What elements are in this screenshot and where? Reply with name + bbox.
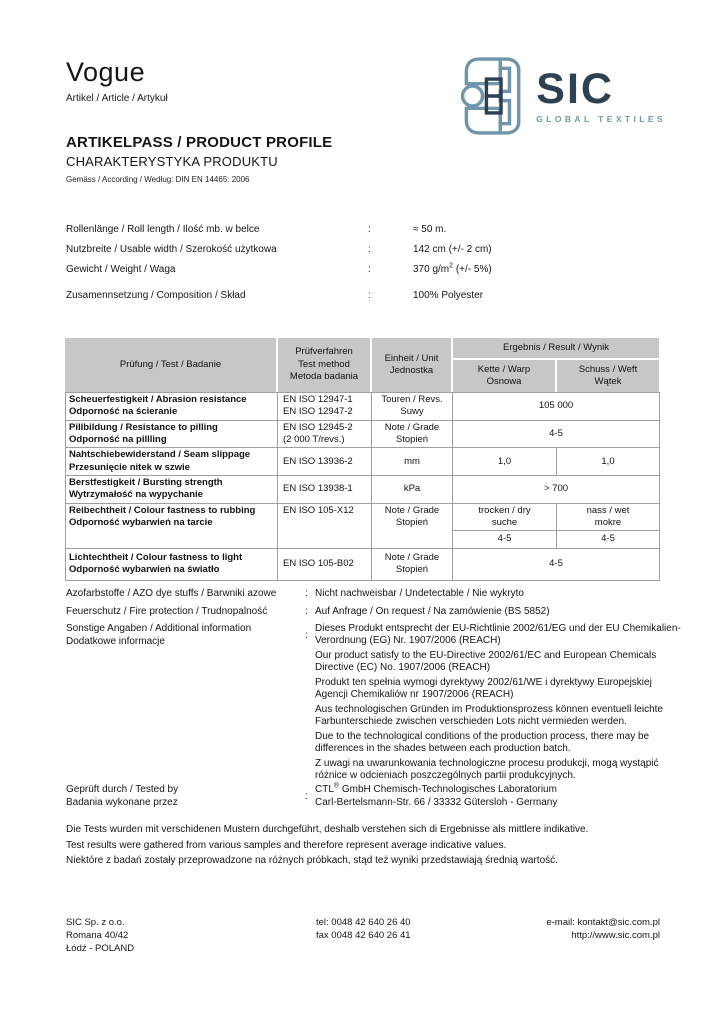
test-method-cell: EN ISO 105-X12 bbox=[278, 503, 372, 548]
result-cell: 4-5 bbox=[453, 420, 660, 448]
spec-value: 100% Polyester bbox=[413, 290, 484, 301]
unit-cell: kPa bbox=[372, 476, 453, 504]
info-paragraph: Produkt ten spełnia wymogi dyrektywy 2002/61/WE i dyrektywy Europejskiej Agencji Chemikaliów nr 1907/2006 (REACH) bbox=[315, 677, 652, 700]
test-name-cell: Scheuerfestigkeit / Abrasion resistance Odporność na ścieranie bbox=[66, 393, 278, 421]
test-method-cell: EN ISO 105-B02 bbox=[278, 548, 372, 580]
spec-list bbox=[66, 224, 660, 310]
spec-value: ≈ 50 m. bbox=[413, 224, 447, 235]
note-line: Die Tests wurden mit verschidenen Mustern durchgeführt, deshalb verstehen sich di Ergebnisse als mittlere indikative. bbox=[66, 824, 589, 835]
footer bbox=[66, 916, 660, 955]
tested-by-section bbox=[66, 784, 666, 814]
document-title-block bbox=[66, 134, 332, 184]
colon: : bbox=[368, 290, 371, 301]
colon: : bbox=[305, 630, 308, 641]
product-name: Vogue bbox=[66, 57, 146, 87]
test-name-cell: Nahtschiebewiderstand / Seam slippage Przesunięcie nitek w szwie bbox=[66, 448, 278, 476]
detail-fire bbox=[66, 606, 666, 619]
table-row-light-fastness bbox=[66, 548, 660, 580]
spec-label: Rollenlänge / Roll length / Ilość mb. w belce bbox=[66, 224, 260, 235]
colon: : bbox=[368, 224, 371, 235]
detail-value: CTL® GmbH Chemisch-Technologisches Laboratorium Carl-Bertelsmann-Str. 66 / 33332 Gütersloh - Germany bbox=[315, 782, 558, 808]
spec-label: Zusamennsetzung / Composition / Skład bbox=[66, 290, 246, 301]
warp-result-cell: trocken / dry suche 4-5 bbox=[453, 503, 557, 548]
weft-result-cell: 1,0 bbox=[557, 448, 660, 476]
results-table-body bbox=[65, 392, 660, 581]
info-paragraph: Our product satisfy to the EU-Directive 2002/61/EC and European Chemicals Directive (EC) No. 1907/2006 (REACH) bbox=[315, 650, 657, 673]
spec-label: Nutzbreite / Usable width / Szerokość użytkowa bbox=[66, 244, 277, 255]
table-row-pilling bbox=[66, 420, 660, 448]
col-warp: Kette / Warp Osnowa bbox=[452, 359, 556, 392]
spec-usable-width bbox=[66, 244, 660, 264]
info-paragraph: Aus technologischen Gründen im Produktionsprozess können eventuell leichte Farbunterschiede zwischen verschieden Lots nicht vermieden werden. bbox=[315, 704, 663, 727]
spec-value: 142 cm (+/- 2 cm) bbox=[413, 244, 492, 255]
colon: : bbox=[305, 588, 308, 599]
col-unit: Einheit / Unit Jednostka bbox=[371, 338, 452, 392]
footer-phone: tel: 0048 42 640 26 40 fax 0048 42 640 26 41 bbox=[316, 917, 411, 941]
disclaimer-notes bbox=[66, 824, 686, 871]
colon: : bbox=[368, 264, 371, 275]
page-title: ARTIKELPASS / PRODUCT PROFILE bbox=[66, 134, 333, 151]
unit-cell: Note / Grade Stopień bbox=[372, 548, 453, 580]
detail-additional-info bbox=[66, 623, 681, 785]
test-name-cell: Pillbildung / Resistance to pilling Odporność na pillling bbox=[66, 420, 278, 448]
col-test: Prüfung / Test / Badanie bbox=[65, 338, 277, 392]
company-logo bbox=[459, 56, 666, 136]
standard-note: Gemäss / According / Według: DIN EN 14465: 2006 bbox=[66, 175, 250, 184]
note-line: Niektóre z badań zostały przeprowadzone na różnych próbkach, stąd też wyniki przedstawiają średnią wartość. bbox=[66, 855, 558, 866]
info-paragraph: Due to the technological conditions of the production process, there may be differences in the shades between each production batch. bbox=[315, 731, 650, 754]
detail-label: Feuerschutz / Fire protection / Trudnopalność bbox=[66, 605, 268, 617]
col-result: Ergebnis / Result / Wynik bbox=[452, 338, 659, 359]
unit-cell: Note / Grade Stopień bbox=[372, 420, 453, 448]
spec-composition bbox=[66, 290, 660, 310]
detail-azo bbox=[66, 588, 666, 601]
test-method-cell: EN ISO 13938-1 bbox=[278, 476, 372, 504]
brand-wordmark bbox=[536, 65, 666, 124]
detail-label: Dodatkowe informacje bbox=[66, 635, 165, 647]
info-paragraph: Dieses Produkt entsprecht der EU-Richtlinie 2002/61/EG und der EU Chemikalien- Verordnung (EG) Nr. 1907/2006 (REACH) bbox=[315, 623, 681, 646]
result-cell: 4-5 bbox=[453, 548, 660, 580]
info-paragraph: Z uwagi na uwarunkowania technologiczne procesu produkcji, mogą wystąpić różnice w odcieniach poszczególnych partii produkcyjnych. bbox=[315, 758, 659, 781]
result-cell: 105 000 bbox=[453, 393, 660, 421]
note-line: Test results were gathered from various samples and therefore represent average indicative values. bbox=[66, 839, 507, 851]
detail-value: Nicht nachweisbar / Undetectable / Nie wykryto bbox=[315, 588, 524, 599]
detail-label: Azofarbstoffe / AZO dye stuffs / Barwniki azowe bbox=[66, 588, 277, 599]
unit-cell: Note / Grade Stopień bbox=[372, 503, 453, 548]
footer-address: SIC Sp. z o.o. Romana 40/42 Łódź - POLAND bbox=[66, 917, 135, 954]
spec-roll-length bbox=[66, 224, 660, 244]
brand-tagline: GLOBAL TEXTILES bbox=[536, 114, 666, 124]
test-name-cell: Reibechtheit / Colour fastness to rubbing Odporność wybarwień na tarcie bbox=[66, 503, 278, 548]
test-method-cell: EN ISO 12945-2 (2 000 T/revs.) bbox=[278, 420, 372, 448]
spec-label: Gewicht / Weight / Waga bbox=[66, 264, 176, 275]
spec-weight bbox=[66, 264, 660, 284]
test-results-table bbox=[65, 338, 659, 581]
detail-label: Sonstige Angaben / Additional information bbox=[66, 623, 252, 634]
table-row-bursting bbox=[66, 476, 660, 504]
additional-details bbox=[66, 588, 681, 790]
colon: : bbox=[305, 605, 308, 617]
result-cell: > 700 bbox=[453, 476, 660, 504]
weft-result-cell: nass / wet mokre 4-5 bbox=[557, 503, 660, 548]
detail-value bbox=[315, 623, 681, 785]
product-header bbox=[66, 58, 168, 104]
footer-contact-online: e-mail: kontakt@sic.com.pl http://www.sic.com.pl bbox=[546, 917, 660, 941]
spec-value: 370 $g/m^2$ (+/- 5%) bbox=[413, 262, 492, 275]
table-row-seam-slippage bbox=[66, 448, 660, 476]
colon: : bbox=[305, 791, 308, 802]
detail-value: Auf Anfrage / On request / Na zamówienie (BS 5852) bbox=[315, 605, 550, 617]
warp-result-cell: 1,0 bbox=[453, 448, 557, 476]
colon: : bbox=[368, 244, 371, 255]
unit-cell: Touren / Revs. Suwy bbox=[372, 393, 453, 421]
test-name-cell: Berstfestigkeit / Bursting strength Wytrzymałość na wypychanie bbox=[66, 476, 278, 504]
table-row-rubbing bbox=[66, 503, 660, 548]
sic-monogram-icon bbox=[459, 56, 523, 136]
detail-label: Geprüft durch / Tested by bbox=[66, 784, 179, 795]
test-name-cell: Lichtechtheit / Colour fastness to light Odporność wybarwień na światło bbox=[66, 548, 278, 580]
page-subtitle: CHARAKTERYSTYKA PRODUKTU bbox=[66, 154, 278, 169]
brand-name: SIC bbox=[536, 65, 614, 113]
results-table-header bbox=[65, 338, 659, 392]
col-method: Prüfverfahren Test method Metoda badania bbox=[277, 338, 371, 392]
col-weft: Schuss / Weft Wątek bbox=[556, 359, 659, 392]
table-row-abrasion bbox=[66, 393, 660, 421]
test-method-cell: EN ISO 13936-2 bbox=[278, 448, 372, 476]
detail-label: Badania wykonane przez bbox=[66, 796, 178, 808]
test-method-cell: EN ISO 12947-1 EN ISO 12947-2 bbox=[278, 393, 372, 421]
product-label: Artikel / Article / Artykuł bbox=[66, 92, 168, 104]
unit-cell: mm bbox=[372, 448, 453, 476]
detail-tested-by bbox=[66, 784, 666, 809]
